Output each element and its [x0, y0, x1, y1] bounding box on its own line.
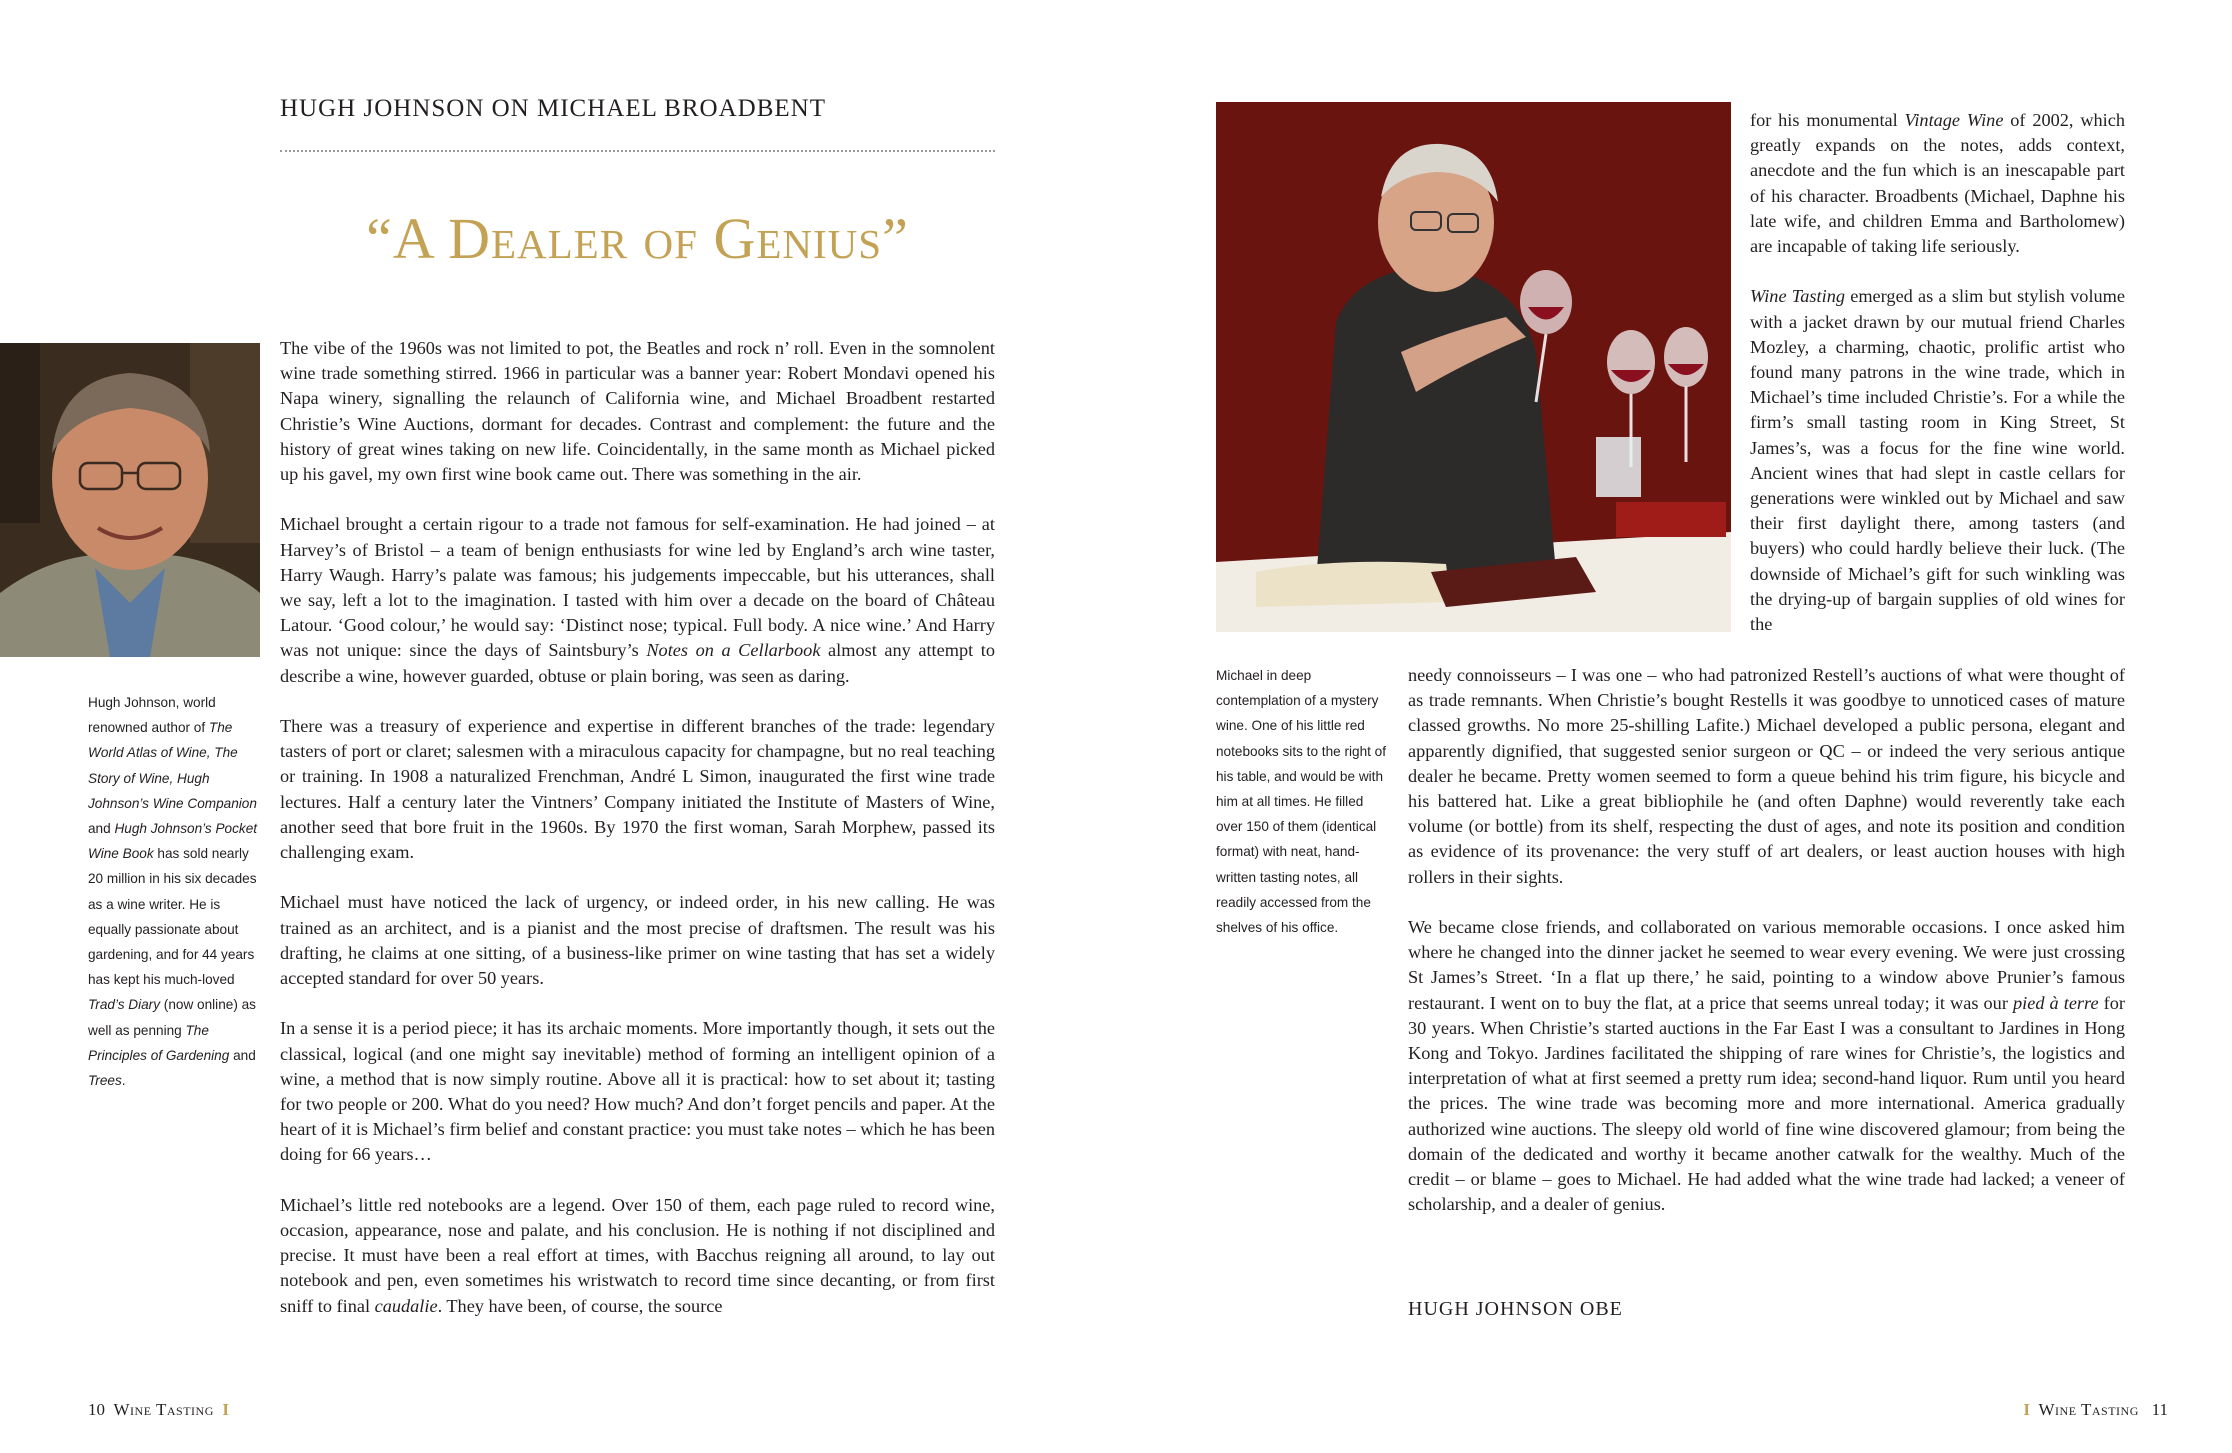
section-kicker: HUGH JOHNSON ON MICHAEL BROADBENT [280, 95, 826, 122]
page-number: 11 [2151, 1400, 2168, 1419]
dotted-divider [280, 150, 995, 152]
paragraph: Michael’s little red notebooks are a legend. Over 150 of them, each page ruled to record wine, occasion, appearance, nose and palate, and his conclusion. He is nothing if not disciplined and precise. It must have been a real effort at times, with Bacchus reigning all around, to lay out notebook and pen, even sometimes his wristwatch to record time since decanting, or from first sniff to final caudalie. They have been, of course, the source [280, 1194, 995, 1316]
right-top-column [1750, 108, 2125, 637]
paragraph: needy connoisseurs – I was one – who had patronized Restell’s auctions of what were thought of as trade remnants. When Christie’s bought Restells it was goodbye to unnoticed cases of mature classed growths. No more 25-shilling Lafite.) Michael developed a public persona, elegant and apparently dignified, that suggested senior surgeon or QC – or indeed the very serious antique dealer he became. Pretty women seemed to form a queue behind his trim figure, his bicycle and his battered hat. Like a great bibliophile he (and often Daphne) would reverently take each volume (or bottle) from its shelf, respecting the dust of ages, and note its position and condition as evidence of its provenance: the very stuff of art dealers, or least auction houses with high rollers in their sights. [1408, 665, 2125, 887]
article-title: “A Dealer of Genius” [366, 206, 909, 271]
page-folio-right [2023, 1400, 2168, 1420]
author-signature: HUGH JOHNSON OBE [1408, 1298, 1623, 1320]
paragraph: The vibe of the 1960s was not limited to pot, the Beatles and rock n’ roll. Even in the somnolent wine trade something stirred. 1966 in particular was a banner year: Robert Mondavi opened his Napa winery, signalling the relaunch of California wine, and Michael Broadbent restarted Christie’s Wine Auctions, dormant for decades. Contrast and complement: the future and the history of great wines taking on new life. Coincidentally, in the same month as Michael picked up his gavel, my own first wine book came out. There was something in the air. [280, 338, 995, 485]
portrait-caption: Hugh Johnson, world renowned author of The World Atlas of Wine, The Story of Wine, Hugh Johnson’s Wine Companion and Hugh Johnson’s Pocket Wine Book has sold nearly 20 million in his six decades as a wine writer. He is equally passionate about gardening, and for 44 years has kept his much-loved Trad’s Diary (now online) as well as penning The Principles of Gardening and Trees. [88, 695, 258, 1089]
folio-bar: I [2023, 1400, 2030, 1419]
folio-bar: I [222, 1400, 229, 1419]
paragraph: Michael must have noticed the lack of urgency, or indeed order, in his new calling. He was trained as an architect, and is a pianist and the most precise of draftsmen. The result was his drafting, he claims at one sitting, of a business-like primer on wine tasting that has set a widely accepted standard for over 50 years. [280, 892, 995, 989]
paragraph: Michael brought a certain rigour to a trade not famous for self-examination. He had joined – at Harvey’s of Bristol – a team of benign enthusiasts for wine led by England’s arch wine taster, Harry Waugh. Harry’s palate was famous; his judgements impeccable, but his utterances, shall we say, left a lot to the imagination. I tasted with him over a decade on the board of Château Latour. ‘Good colour,’ he would say: ‘Distinct nose; typical. Full body. A nice wine.’ And Harry was not unique: since the days of Saintsbury’s Notes on a Cellarbook almost any attempt to describe a wine, however guarded, obtuse or plain boring, was seen as daring. [280, 514, 995, 686]
photo-caption: Michael in deep contemplation of a mystery wine. One of his little red notebooks sits to the right of his table, and would be with him at all times. He filled over 150 of them (identical format) with neat, hand-written tasting notes, all readily accessed from the shelves of his office. [1216, 668, 1387, 936]
hugh-johnson-portrait-photo [0, 343, 260, 657]
right-main-column [1408, 663, 2125, 1217]
paragraph: In a sense it is a period piece; it has its archaic moments. More importantly though, it sets out the classical, logical (and one might say inevitable) method of forming an intelligent opinion of a wine, a method that is now simply routine. Above all it is practical: how to set about it; tasting for two people or 200. What do you need? How much? And don’t forget pencils and paper. At the heart of it is Michael’s firm belief and constant practice: you must take notes – which he has been doing for 66 years… [280, 1018, 995, 1165]
paragraph: Wine Tasting emerged as a slim but stylish volume with a jacket drawn by our mutual friend Charles Mozley, a charming, chaotic, prolific artist who found many patrons in the wine trade, which in Michael’s time included Christie’s. For a while the firm’s small tasting room in King Street, St James’s, was a focus for the fine wine world. Ancient wines that had slept in castle cellars for generations were winkled out by Michael and saw their first daylight there, among tasters (and buyers) who could hardly believe their luck. (The downside of Michael’s gift for such winkling was the drying-up of bargain supplies of old wines for the [1750, 286, 2126, 635]
running-title: Wine Tasting [2038, 1400, 2139, 1419]
running-title: Wine Tasting [113, 1400, 214, 1419]
page-folio-left [88, 1400, 229, 1420]
left-body-column [280, 336, 995, 1319]
paragraph: We became close friends, and collaborated on various memorable occasions. I once asked him where he changed into the dinner jacket he seemed to wear every evening. We were just crossing St James’s Street. ‘In a flat up there,’ he said, pointing to a window above Prunier’s famous restaurant. I went on to buy the flat, at a price that seems unreal today; it was our pied à terre for 30 years. When Christie’s started auctions in the Far East I was a consultant to Jardines in Hong Kong and Tokyo. Jardines facilitated the shipping of rare wines for Christie’s, the logistics and interpretation of what at first seemed a pretty rum idea; second-hand liquor. Rum until you heard the prices. The wine trade was becoming more and more international. America gradually authorized wine auctions. The sleepy old world of fine wine discovered glamour; from being the domain of the dedicated and worthy it became another catwalk for the wealthy. Much of the credit – or blame – goes to Michael. He had added what the wine trade had lacked; a veneer of scholarship, and a dealer of genius. [1408, 917, 2125, 1215]
paragraph: There was a treasury of experience and expertise in different branches of the trade: legendary tasters of port or claret; salesmen with a miraculous capacity for champagne, but no real teaching or training. In 1908 a naturalized Frenchman, André L Simon, inaugurated the first wine trade lectures. Half a century later the Vintners’ Company initiated the Institute of Masters of Wine, another seed that bore fruit in the 1960s. By 1970 the first woman, Sarah Morphew, passed its challenging exam. [280, 716, 995, 863]
michael-broadbent-tasting-photo [1216, 102, 1731, 632]
paragraph: for his monumental Vintage Wine of 2002, which greatly expands on the notes, adds context, anecdote and the fun which is an inescapable part of his character. Broadbents (Michael, Daphne his late wife, and children Emma and Bartholomew) are incapable of taking life seriously. [1750, 110, 2125, 257]
page-number: 10 [88, 1400, 105, 1419]
